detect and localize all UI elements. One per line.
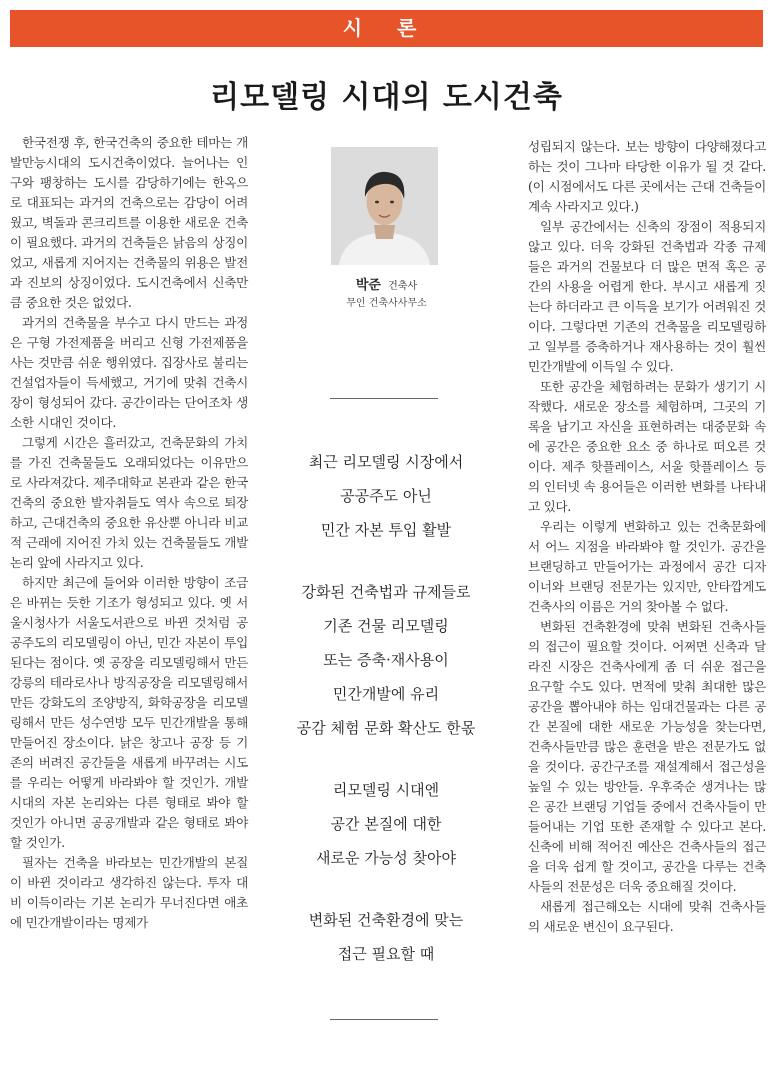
body-paragraph: 하지만 최근에 들어와 이러한 방향이 조금은 바뀌는 듯한 기조가 형성되고 있다. 옛 서울시청사가 서울도서관으로 바뀐 것처럼 공공주도의 리모델링이 아닌, 민간 자본이 투입된다는 점이다. 옛 공장을 리모델링해서 만든 강릉의 테라로사나 방직공장을 리모델링해서 만든 강화도의 조양방직, 화학공장을 리모델링해서 만든 성수연방 모두 민간개발을 통해 만들어진 장소이다. 낡은 창고나 공장 등 기존의 버려진 공간들을 새롭게 바꾸려는 시도를 우리는 어떻게 바라봐야 할 것인가. 개발시대의 자본 논리와는 다른 형태로 봐야 할 것인가 아니면 공공개발과 같은 형태로 봐야 할 것인가.: [10, 575, 248, 850]
body-paragraph: 변화된 건축환경에 맞춰 변화된 건축사들의 접근이 필요할 것이다. 어쩌면 신축과 달라진 시장은 건축사에게 좀 더 쉬운 접근을 요구할 수도 있다. 면적에 맞춰 최대한 많은 공간을 뽑아내야 하는 임대건물과는 다른 공간 본질에 대한 새로운 가능성을 찾는다면, 건축사들만큼 많은 훈련을 받은 전문가도 없을 것이다. 공간구조를 재설계해서 접근성을 높일 수 있는 방안들. 우후죽순 생겨나는 많은 공간 브랜딩 기업들 중에서 건축사들이 만들어내는 기업 또한 존재할 수 있다고 본다. 신축에 비해 적어진 예산은 건축사들의 접근을 더욱 쉽게 할 것이고, 공간을 다루는 건축사들의 전문성은 더욱 중요해질 것이다.: [528, 619, 766, 894]
body-paragraph: 새롭게 접근해오는 시대에 맞춰 건축사들의 새로운 변신이 요구된다.: [528, 899, 766, 934]
pull-quote-group: [268, 575, 504, 745]
article-headline: 리모델링 시대의 도시건축: [210, 80, 563, 115]
author-title: 건축사: [388, 281, 418, 292]
pull-quote-group: [268, 445, 504, 547]
author-name: 박준: [355, 278, 381, 293]
pull-quote-line: 민간 자본 투입 활발: [320, 521, 452, 539]
pull-quote-line: 민간개발에 유리: [332, 685, 440, 703]
pull-quote-line: 공감 체험 문화 확산도 한몫: [296, 719, 476, 737]
author-affiliation: 무인 건축사사무소: [346, 298, 427, 309]
body-paragraph: 한국전쟁 후, 한국건축의 중요한 테마는 개발만능시대의 도시건축이었다. 늘어나는 인구와 팽창하는 도시를 감당하기에는 한옥으로 대표되는 과거의 건축으로는 감당이 어려웠고, 벽돌과 콘크리트를 이용한 새로운 건축이 필요했다. 과거의 건축들은 낡음의 상징이었고, 새롭게 지어지는 건축물의 위용은 발전과 진보의 상징이었다. 도시건축에서 신축만큼 중요한 것은 없었다.: [10, 135, 248, 310]
pull-quote-line: 새로운 가능성 찾아야: [316, 849, 456, 867]
body-paragraph: 필자는 건축을 바라보는 민간개발의 본질이 바뀐 것이라고 생각하진 않는다. 투자 대비 이득이라는 기본 논리가 무너진다면 애초에 민간개발이라는 명제가: [10, 855, 248, 930]
pull-quote-line: 또는 증축·재사용이: [323, 651, 449, 669]
pull-quote-line: 강화된 건축법과 규제들로: [301, 583, 471, 601]
author-photo: [331, 147, 438, 265]
section-banner: [10, 10, 763, 47]
pull-quote-divider-top: [330, 398, 438, 399]
body-column-left: [10, 133, 248, 933]
body-paragraph: 일부 공간에서는 신축의 장점이 적용되지 않고 있다. 더욱 강화된 건축법과 각종 규제들은 과거의 건물보다 더 많은 면적 혹은 공간의 사용을 어렵게 한다. 부시고 새롭게 짓는다 하더라고 큰 이득을 보기가 어려워진 것이다. 그렇다면 기존의 건축물을 리모델링하고 일부를 증축하거나 재사용하는 것이 훨씬 민간개발에 이득일 수 있다.: [528, 219, 766, 374]
pull-quote-line: 공공주도 아닌: [340, 487, 432, 505]
pull-quote-divider-bottom: [330, 1019, 438, 1020]
body-paragraph: 그렇게 시간은 흘러갔고, 건축문화의 가치를 가진 건축물들도 오래되었다는 이유만으로 사라져갔다. 제주대학교 본관과 같은 한국건축의 중요한 발자취들도 역사 속으로 퇴장하고, 근대건축의 중요한 유산뿐 아니라 비교적 근래에 지어진 가치 있는 건축물들도 개발논리 앞에 사라지고 있다.: [10, 435, 248, 570]
pull-quote-line: 공간 본질에 대한: [330, 815, 442, 833]
pull-quotes: [268, 445, 504, 971]
section-label: 시 론: [342, 16, 431, 40]
pull-quote-line: 기존 건물 리모델링: [323, 617, 449, 635]
body-paragraph: 우리는 이렇게 변화하고 있는 건축문화에서 어느 지점을 바라봐야 할 것인가. 공간을 브랜딩하고 만들어가는 과정에서 공간 디자이너와 브랜딩 전문가는 있지만, 안타깝게도 건축사의 이름은 거의 찾아볼 수 없다.: [528, 519, 766, 614]
pull-quote-group: [268, 903, 504, 971]
body-paragraph: 또한 공간을 체험하려는 문화가 생기기 시작했다. 새로운 장소를 체험하며, 그곳의 기록을 남기고 자신을 표현하려는 대중문화 속에 공간은 중요한 요소 중 하나로 떠오른 것이다. 제주 핫플레이스, 서울 핫플레이스 등의 인터넷 속 용어들은 이러한 변화를 나타내고 있다.: [528, 379, 766, 514]
pull-quote-group: [268, 773, 504, 875]
pull-quote-line: 최근 리모델링 시장에서: [308, 453, 464, 471]
body-paragraph: 성립되지 않는다. 보는 방향이 다양해졌다고 하는 것이 그나마 타당한 이유가 될 것 같다. (이 시점에서도 다른 곳에서는 근대 건축들이 계속 사라지고 있다.): [528, 139, 766, 214]
pull-quote-line: 리모델링 시대엔: [332, 781, 440, 799]
body-paragraph: 과거의 건축물을 부수고 다시 만드는 과정은 구형 가전제품을 버리고 신형 가전제품을 사는 것만큼 쉬운 행위였다. 집장사로 불리는 건설업자들이 득세했고, 거기에 맞춰 건축시장이 형성되어 갔다. 공간이라는 단어조차 생소한 시대인 것이다.: [10, 315, 248, 430]
body-column-right: [528, 137, 766, 937]
pull-quote-line: 접근 필요할 때: [337, 945, 435, 963]
pull-quote-line: 변화된 건축환경에 맞는: [308, 911, 464, 929]
